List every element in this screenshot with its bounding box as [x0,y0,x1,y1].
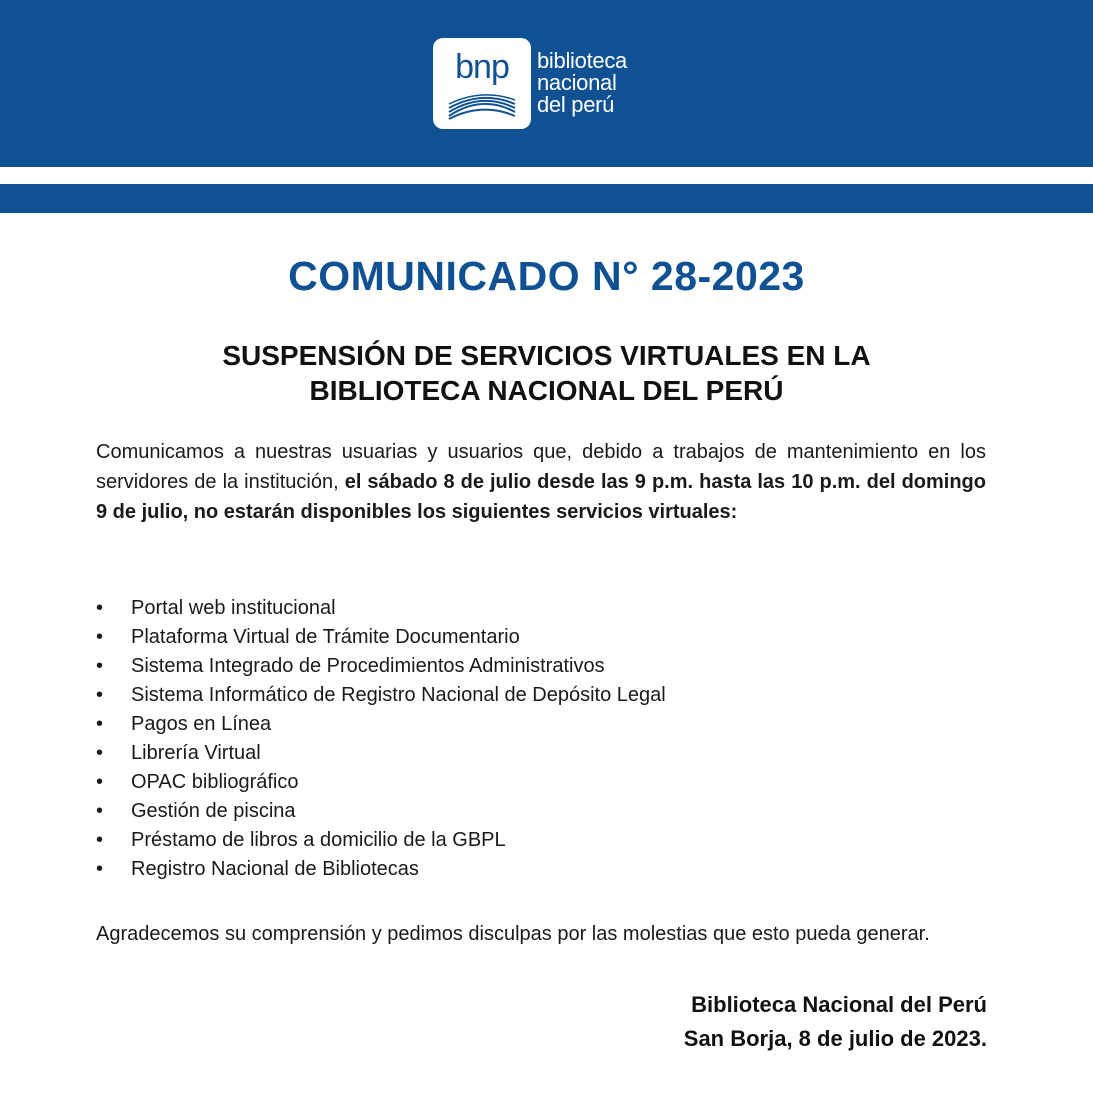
logo-abbreviation: bnp [455,48,509,86]
list-item [96,681,996,710]
service-label: Plataforma Virtual de Trámite Documentario [131,626,520,648]
bullet: • [96,742,104,764]
header-stripe [0,184,1093,213]
list-item [96,797,996,826]
bullet: • [96,626,104,648]
intro-paragraph [96,437,986,527]
list-item [96,739,996,768]
service-label: Gestión de piscina [131,800,296,822]
bullet: • [96,800,104,822]
intro-bold-text: el sábado 8 de julio desde las 9 p.m. hasta las 10 p.m. del domingo 9 de julio, no estarán disponibles los siguientes servicios virtuales: [96,471,986,523]
bullet: • [96,858,104,880]
bullet: • [96,655,104,677]
service-label: Sistema Integrado de Procedimientos Administrativos [131,655,605,677]
logo-badge [433,38,531,129]
service-label: Portal web institucional [131,597,336,619]
list-item [96,594,996,623]
bnp-logo [433,38,627,129]
book-waves-icon [445,90,519,120]
bullet: • [96,771,104,793]
service-label: Sistema Informático de Registro Nacional de Depósito Legal [131,684,666,706]
header-banner [0,0,1093,167]
logo-line-1: biblioteca [537,48,627,73]
intro-text: Comunicamos a nuestras usuarias y usuarios que, debido a trabajos de mantenimiento en los servidores de la institución, [96,441,986,493]
bullet: • [96,597,104,619]
list-item [96,826,996,855]
signature-place-date: San Borja, 8 de julio de 2023. [683,1026,987,1051]
subtitle-line-1: SUSPENSIÓN DE SERVICIOS VIRTUALES EN LA [222,340,871,371]
services-list [96,594,996,884]
service-label: Préstamo de libros a domicilio de la GBPL [131,829,506,851]
list-item [96,623,996,652]
bullet: • [96,684,104,706]
logo-line-3: del perú [537,92,615,117]
service-label: Librería Virtual [131,742,261,764]
closing-paragraph: Agradecemos su comprensión y pedimos disculpas por las molestias que esto pueda generar. [96,923,930,945]
logo-line-2: nacional [537,70,617,95]
page-title: COMUNICADO N° 28-2023 [288,253,805,299]
signature-institution: Biblioteca Nacional del Perú [691,992,987,1017]
subtitle [0,338,1093,408]
bullet: • [96,713,104,735]
list-item [96,855,996,884]
service-label: OPAC bibliográfico [131,771,299,793]
list-item [96,710,996,739]
list-item [96,768,996,797]
service-label: Pagos en Línea [131,713,272,735]
list-item [96,652,996,681]
bullet: • [96,829,104,851]
service-label: Registro Nacional de Bibliotecas [131,858,419,880]
subtitle-line-2: BIBLIOTECA NACIONAL DEL PERÚ [309,375,784,406]
logo-wordmark [537,50,627,116]
signature-block [684,988,987,1056]
